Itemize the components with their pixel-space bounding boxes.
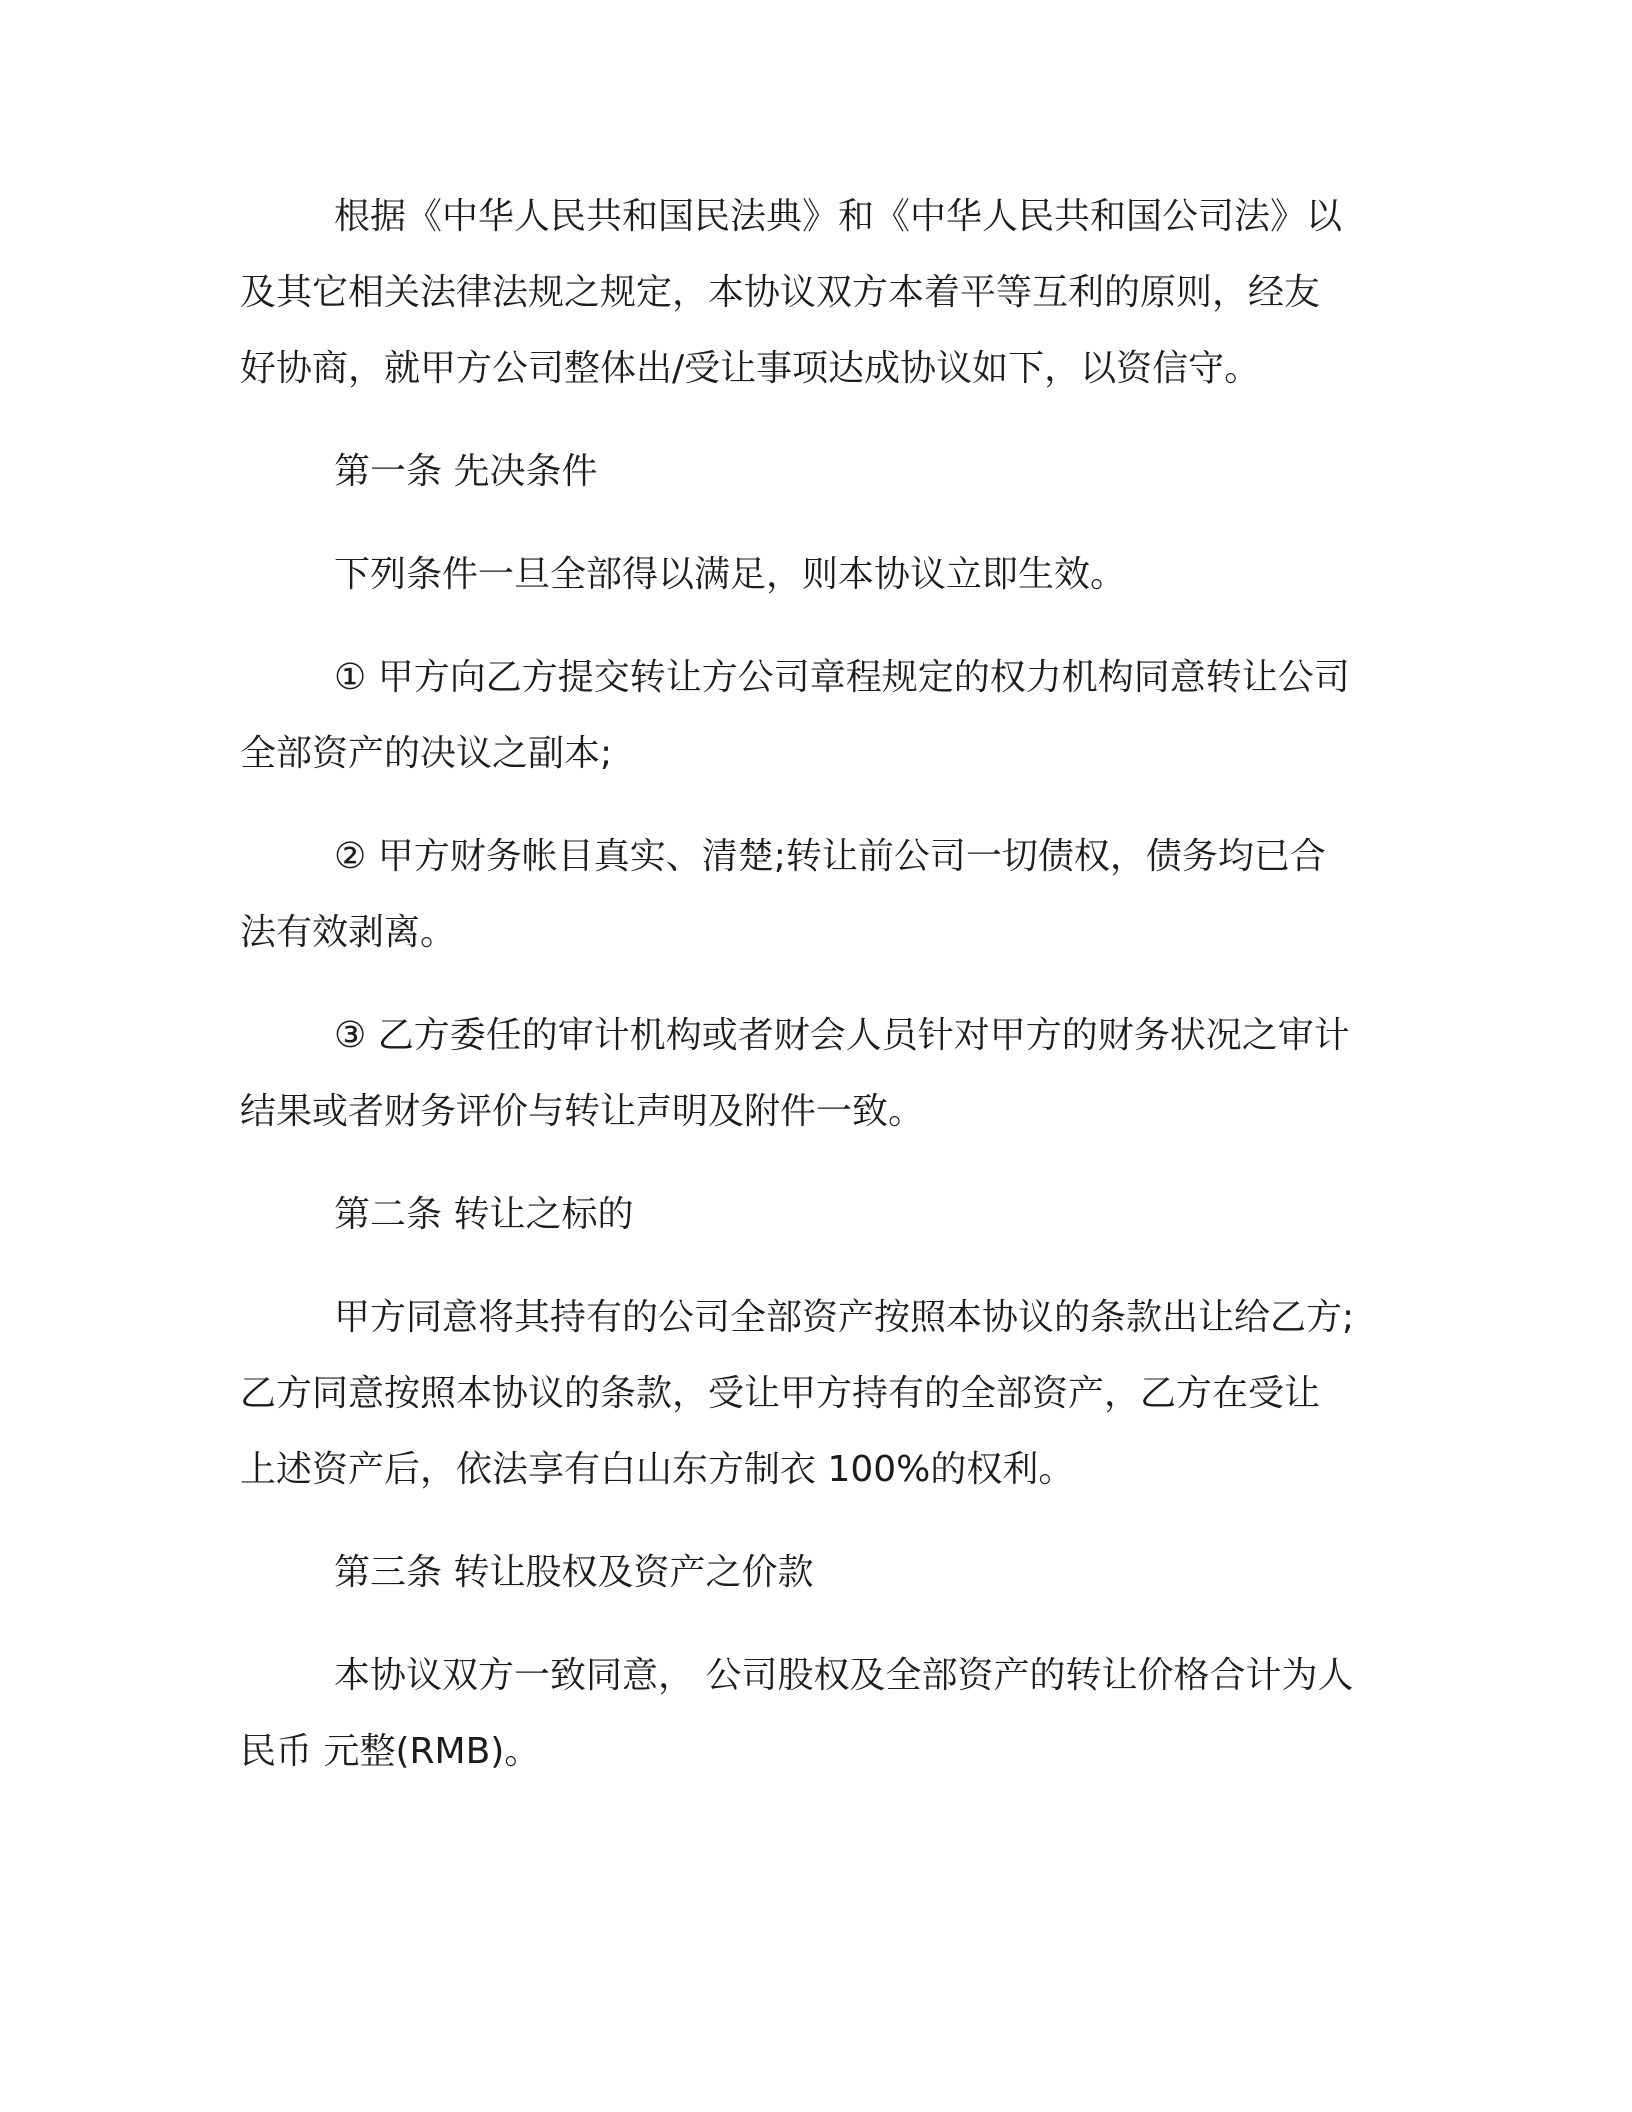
text-line: 民币 元整(RMB)。: [240, 1731, 541, 1772]
condition-item-1: [240, 640, 1440, 792]
text-line: 全部资产的决议之副本;: [240, 733, 613, 774]
text-line: 及其它相关法律法规之规定，本协议双方本着平等互利的原则，经友: [240, 272, 1321, 313]
article-heading-1: [240, 434, 1440, 510]
text-line: 好协商，就甲方公司整体出/受让事项达成协议如下，以资信守。: [240, 348, 1261, 389]
text-line: 上述资产后，依法享有白山东方制衣 100%的权利。: [240, 1449, 1075, 1490]
condition-item-3: [240, 998, 1440, 1150]
heading-text: 第二条 转让之标的: [334, 1194, 634, 1235]
article-heading-2: [240, 1177, 1440, 1253]
text-line: 下列条件一旦全部得以满足，则本协议立即生效。: [334, 554, 1127, 595]
conditions-intro-paragraph: [240, 537, 1440, 613]
text-line: 本协议双方一致同意， 公司股权及全部资产的转让价格合计为人: [334, 1655, 1354, 1696]
price-paragraph: [240, 1638, 1440, 1790]
text-line: 结果或者财务评价与转让声明及附件一致。: [240, 1091, 925, 1132]
text-line: ① 甲方向乙方提交转让方公司章程规定的权力机构同意转让公司: [334, 657, 1350, 698]
document-body: [240, 179, 1440, 1790]
text-line: ② 甲方财务帐目真实、清楚;转让前公司一切债权，债务均已合: [334, 836, 1326, 877]
transfer-subject-paragraph: [240, 1280, 1440, 1508]
text-line: 甲方同意将其持有的公司全部资产按照本协议的条款出让给乙方;: [334, 1297, 1355, 1338]
preamble-paragraph: [240, 179, 1440, 407]
text-line: 法有效剥离。: [240, 912, 457, 953]
article-heading-3: [240, 1535, 1440, 1611]
text-line: 乙方同意按照本协议的条款，受让甲方持有的全部资产，乙方在受让: [240, 1373, 1321, 1414]
heading-text: 第一条 先决条件: [334, 451, 598, 492]
heading-text: 第三条 转让股权及资产之价款: [334, 1552, 814, 1593]
text-line: ③ 乙方委任的审计机构或者财会人员针对甲方的财务状况之审计: [334, 1015, 1350, 1056]
condition-item-2: [240, 819, 1440, 971]
text-line: 根据《中华人民共和国民法典》和《中华人民共和国公司法》以: [334, 196, 1343, 237]
